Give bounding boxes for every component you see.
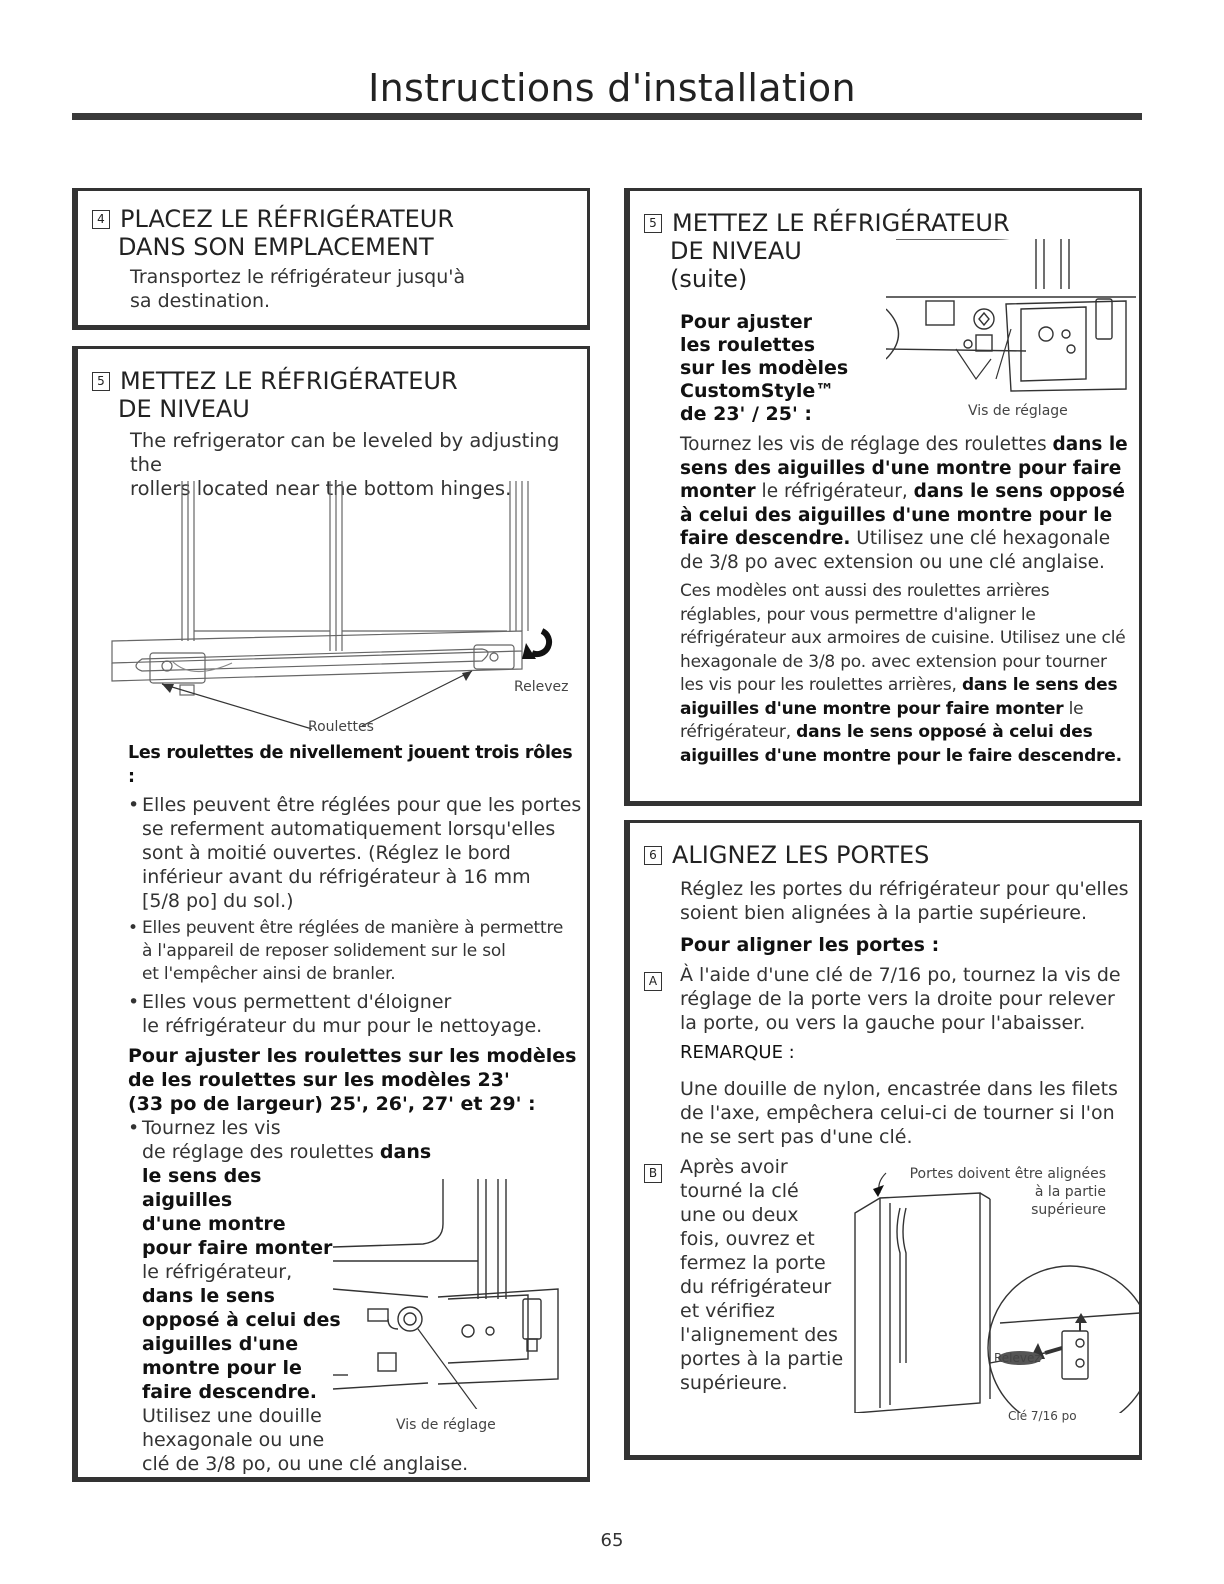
step5-intro: The refrigerator can be leveled by adjusting the [130, 429, 560, 476]
turn-text: le réfrigérateur, [142, 1261, 293, 1283]
roles-heading: Les roulettes de nivellement jouent trois rôles : [128, 743, 573, 787]
step5b-heading-line3: (suite) [670, 265, 748, 293]
turn-text-bold: aiguilles [142, 1189, 233, 1211]
bullet-line: se referment automatiquement lorsqu'elles [142, 818, 556, 840]
step4-number: 4 [92, 210, 110, 229]
customstyle-heading-line: les roulettes [680, 334, 816, 356]
adjust-heading-line: (33 po de largeur) 25', 26', 27' et 29' : [128, 1093, 536, 1115]
step5b-heading: METTEZ LE RÉFRIGÉRATEUR [672, 209, 1010, 237]
step6-b-text [680, 1155, 843, 1395]
step4-text: Transportez le réfrigérateur jusqu'à [130, 266, 466, 288]
roller-hinge-illustration [328, 1179, 578, 1409]
step5b-number: 5 [644, 214, 662, 233]
step6-letter-a: A [644, 972, 662, 991]
step6-number: 6 [644, 846, 662, 865]
relevez-label-small: Relevez [994, 1351, 1041, 1365]
fridge-bottom-illustration [102, 481, 582, 741]
step5b-paragraph [680, 433, 1130, 574]
bullet-line: sont à moitié ouvertes. (Réglez le bord [142, 842, 511, 864]
list-item: • Elles vous permettent d'éloigner le réfrigérateur du mur pour le nettoyage. [128, 991, 543, 1037]
customstyle-heading-line: Pour ajuster [680, 311, 812, 333]
relevez-label: Relevez [514, 679, 569, 695]
cle-label: Clé 7/16 po [1008, 1409, 1077, 1423]
step6-b-line: fermez la porte [680, 1252, 826, 1274]
bullet-line: [5/8 po] du sol.) [142, 890, 294, 912]
bullet-line: Elles vous permettent d'éloigner [142, 991, 452, 1013]
page-title: Instructions d'installation [368, 66, 856, 110]
turn-text-bold: opposé à celui des [142, 1309, 341, 1331]
step4-text-line2: sa destination. [130, 290, 271, 312]
step6-heading: ALIGNEZ LES PORTES [672, 841, 930, 869]
portes-label-line: Portes doivent être alignées [909, 1166, 1106, 1182]
bullet-line: à l'appareil de reposer solidement sur le sol [142, 941, 506, 961]
step6-b-line: supérieure. [680, 1372, 788, 1394]
list-item: • Tournez les vis [128, 1117, 281, 1139]
step5-heading: METTEZ LE RÉFRIGÉRATEUR [120, 367, 458, 395]
step6-b-line: une ou deux [680, 1204, 799, 1226]
step5-suite-box [624, 188, 1142, 806]
step6-letter-b: B [644, 1164, 662, 1183]
adjust-heading-line: de les roulettes sur les modèles 23' [128, 1069, 510, 1091]
list-item: • Elles peuvent être réglées de manière à permettre à l'appareil de reposer solidement sur le sol et l'empêcher ainsi de branler. [128, 918, 564, 984]
step4-box [72, 188, 590, 330]
roulettes-label: Roulettes [308, 719, 374, 735]
step6-note-line: ne se sert pas d'une clé. [680, 1126, 913, 1148]
bold-run: dans le sens des aiguilles d'une montre pour faire monter [680, 675, 1118, 719]
portes-label [896, 1165, 1106, 1219]
bullet-line: Elles peuvent être réglées de manière à permettre [142, 918, 564, 938]
step6-note-line: Une douille de nylon, encastrée dans les filets [680, 1078, 1118, 1100]
turn-text-bold: dans le sens [142, 1285, 275, 1307]
turn-text: Tournez les vis [142, 1117, 281, 1139]
text-run: Tournez les vis de réglage des roulettes [680, 434, 1053, 455]
turn-text-bold: montre pour le [142, 1357, 302, 1379]
turn-text-bold: aiguilles d'une [142, 1333, 299, 1355]
vis-reglage-label: Vis de réglage [968, 403, 1068, 419]
step6-b-line: fois, ouvrez et [680, 1228, 815, 1250]
bullet-line: et l'empêcher ainsi de branler. [142, 964, 396, 984]
customstyle-heading-line: CustomStyle™ [680, 380, 835, 402]
bold-run: dans le sens opposé à celui des aiguilles d'une montre pour le faire descendre. [680, 722, 1122, 766]
page-number: 65 [600, 1530, 624, 1551]
remarque-label: REMARQUE : [680, 1042, 795, 1063]
vis-reglage-label: Vis de réglage [396, 1417, 496, 1433]
turn-text: de réglage des roulettes [142, 1141, 380, 1163]
text-run: Utilisez une clé hexagonale de 3/8 po avec extension ou une clé anglaise. [680, 528, 1111, 573]
step6-b-line: l'alignement des [680, 1324, 838, 1346]
step6-a-text [680, 963, 1121, 1035]
step6-b-line: du réfrigérateur [680, 1276, 832, 1298]
bold-run: dans le sens des aiguilles d'une montre pour faire monter [680, 434, 1128, 502]
step6-b-line: et vérifiez [680, 1300, 775, 1322]
text-run: Ces modèles ont aussi des roulettes arrières réglables, pour vous permettre d'aligner le réfrigérateur aux armoires de cuisine. Utilisez une clé hexagonale de 3/8 po. avec extension pour tourner les vis pour les roulettes arrières, [680, 581, 1126, 695]
text-run: le réfrigérateur, [755, 481, 914, 502]
list-item: • Elles peuvent être réglées pour que les portes se referment automatiquement lorsqu'elles sont à moitié ouvertes. (Réglez le bord inférieur avant du réfrigérateur à 16 mm [5/8 po] du sol.) [128, 794, 582, 912]
bullet-line: inférieur avant du réfrigérateur à 16 mm [142, 866, 531, 888]
turn-text: Utilisez une douille [142, 1405, 322, 1427]
customstyle-heading [680, 311, 848, 426]
turn-text-bold: faire descendre. [142, 1381, 318, 1403]
portes-label-line: supérieure [1031, 1202, 1106, 1218]
step6-intro: Réglez les portes du réfrigérateur pour qu'elles [680, 878, 1129, 900]
step4-heading-line2: DANS SON EMPLACEMENT [118, 233, 434, 261]
text-run: le réfrigérateur, [680, 698, 1084, 742]
step5b-paragraph [680, 580, 1130, 768]
turn-text: hexagonale ou une [142, 1429, 325, 1451]
step6-note [680, 1077, 1118, 1149]
adjust-heading-line: Pour ajuster les roulettes sur les modèles [128, 1045, 577, 1067]
step6-a-line: la porte, ou vers la gauche pour l'abaisser. [680, 1012, 1086, 1034]
adjust-heading [128, 1044, 583, 1116]
turn-text-bold: dans [379, 1141, 432, 1163]
turn-text: clé de 3/8 po, ou une clé anglaise. [142, 1453, 469, 1475]
turn-text-bold: le sens des [142, 1165, 262, 1187]
step6-b-line: tourné la clé [680, 1180, 799, 1202]
step6-box [624, 820, 1142, 1460]
step6-b-line: Après avoir [680, 1156, 788, 1178]
step6-sub: Pour aligner les portes : [680, 934, 940, 956]
customstyle-hinge-illustration [886, 239, 1142, 399]
bullet-line: Elles peuvent être réglées pour que les portes [142, 794, 582, 816]
step6-b-line: portes à la partie [680, 1348, 844, 1370]
step6-intro-line2: soient bien alignées à la partie supérieure. [680, 902, 1088, 924]
bold-run: dans le sens opposé à celui des aiguilles d'une montre pour le faire descendre. [680, 481, 1125, 549]
turn-text-bold: d'une montre [142, 1213, 286, 1235]
title-rule [72, 113, 1142, 120]
step5-box [72, 346, 590, 1482]
step4-heading: PLACEZ LE RÉFRIGÉRATEUR [120, 205, 455, 233]
step6-a-line: réglage de la porte vers la droite pour relever [680, 988, 1115, 1010]
bullet-line: le réfrigérateur du mur pour le nettoyage. [142, 1015, 543, 1037]
step6-a-line: À l'aide d'une clé de 7/16 po, tournez la vis de [680, 964, 1121, 986]
customstyle-heading-line: de 23' / 25' : [680, 403, 812, 425]
step5-number: 5 [92, 372, 110, 391]
turn-text-bold: pour faire monter [142, 1237, 333, 1259]
portes-label-line: à la partie [1034, 1184, 1106, 1200]
step5-intro-line2: rollers located near the bottom hinges. [130, 477, 512, 500]
step5-heading-line2: DE NIVEAU [118, 395, 250, 423]
customstyle-heading-line: sur les modèles [680, 357, 849, 379]
step5b-heading-line2: DE NIVEAU [670, 237, 802, 265]
step6-note-line: de l'axe, empêchera celui-ci de tourner si l'on [680, 1102, 1115, 1124]
